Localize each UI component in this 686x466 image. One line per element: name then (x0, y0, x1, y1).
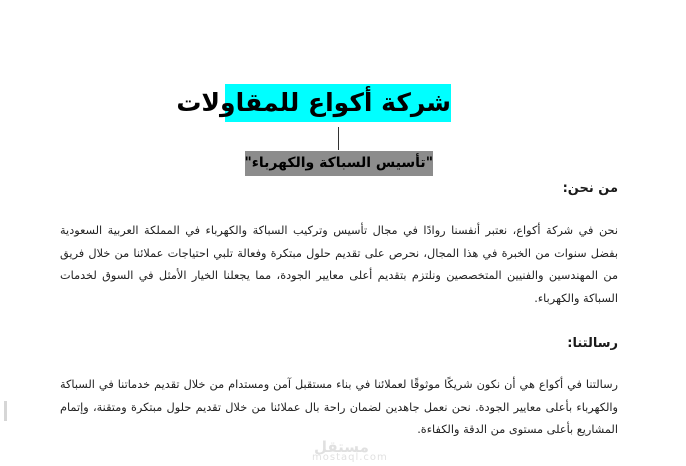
section-body-mission: رسالتنا في أكواع هي أن نكون شريكًا موثوقًا لعملائنا في بناء مستقبل آمن ومستدام من خلال تقديم خدماتنا في السباكة والكهرباء بأعلى معايير الجودة. نحن نعمل جاهدين لضمان راحة بال عملائنا من خلال تقديم حلول مبتكرة ومتقنة، وإتمام المشاريع بأعلى مستوى من الدقة والكفاءة. (60, 378, 618, 436)
watermark-latin: mostaql.com (312, 452, 388, 463)
section-heading-about: من نحن: (562, 181, 618, 196)
watermark-arabic: مستقل (314, 438, 369, 456)
watermark (300, 438, 420, 466)
section-body-about: نحن في شركة أكواع، نعتبر أنفسنا روادًا في مجال تأسيس وتركيب السباكة والكهرباء في المملكة العربية السعودية بفضل سنوات من الخبرة في هذا المجال، نحرص على تقديم حلول مبتكرة وفعالة تلبي احتياجات عملائنا من خلال فريق من المهندسين والفنيين المتخصصين ونلتزم بتقديم أعلى معايير الجودة، مما يجعلنا الخيار الأمثل في السوق لخدمات السباكة والكهرباء. (60, 224, 618, 305)
section-heading-mission: رسالتنا: (567, 336, 618, 351)
text-cursor (338, 127, 339, 150)
document-title: شركة أكواع للمقاولات (225, 84, 451, 122)
document-subtitle: "تأسيس السباكة والكهرباء" (245, 151, 433, 176)
page-edge-mark (4, 401, 7, 421)
